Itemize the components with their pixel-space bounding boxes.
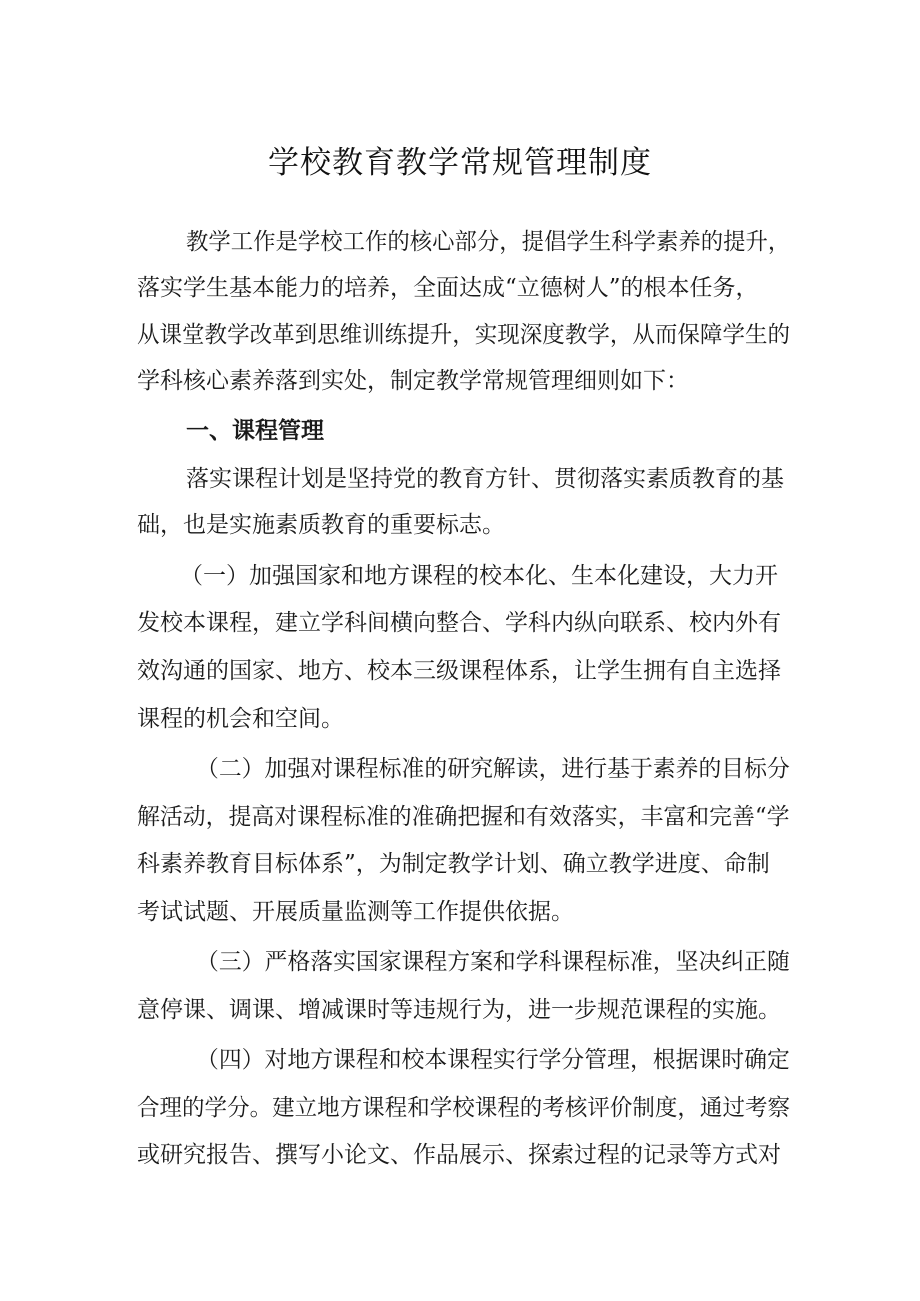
item4-line-1: （四）对地方课程和校本课程实行学分管理，根据课时确定 [196,1047,790,1073]
item2-line-1: （二）加强对课程标准的研究解读，进行基于素养的目标分 [196,756,790,782]
item4-line-2: 合理的学分。建立地方课程和学校课程的考核评价制度，通过考察 [137,1095,790,1121]
intro-line-4: 学科核心素养落到实处，制定教学常规管理细则如下： [137,368,689,394]
item3-line-2: 意停课、调课、增减课时等违规行为，进一步规范课程的实施。 [137,997,781,1023]
item3-line-1: （三）严格落实国家课程方案和学科课程标准，坚决纠正随 [196,949,790,975]
item1-line-3: 效沟通的国家、地方、校本三级课程体系，让学生拥有自主选择 [137,658,781,684]
item2-line-2: 解活动，提高对课程标准的准确把握和有效落实，丰富和完善“学 [137,804,790,830]
item2-line-4: 考试试题、开展质量监测等工作提供依据。 [137,899,574,925]
document-title: 学校教育教学常规管理制度 [268,145,652,181]
item1-line-1: （一）加强国家和地方课程的校本化、生本化建设，大力开 [180,563,778,589]
section-para-line-1: 落实课程计划是坚持党的教育方针、贯彻落实素质教育的基 [186,466,784,492]
item1-line-2: 发校本课程，建立学科间横向整合、学科内纵向联系、校内外有 [137,610,781,636]
intro-line-2: 落实学生基本能力的培养，全面达成“立德树人”的根本任务， [137,275,759,301]
item1-line-4: 课程的机会和空间。 [137,706,344,732]
section-para-line-2: 础，也是实施素质教育的重要标志。 [137,512,505,538]
intro-line-3: 从课堂教学改革到思维训练提升，实现深度教学，从而保障学生的 [137,322,790,348]
item4-line-3: 或研究报告、撰写小论文、作品展示、探索过程的记录等方式对 [137,1142,781,1168]
item2-line-3: 科素养教育目标体系”，为制定教学计划、确立教学进度、命制 [137,851,770,877]
intro-line-1: 教学工作是学校工作的核心部分，提倡学生科学素养的提升， [186,229,791,255]
section-heading: 一、课程管理 [186,418,324,444]
